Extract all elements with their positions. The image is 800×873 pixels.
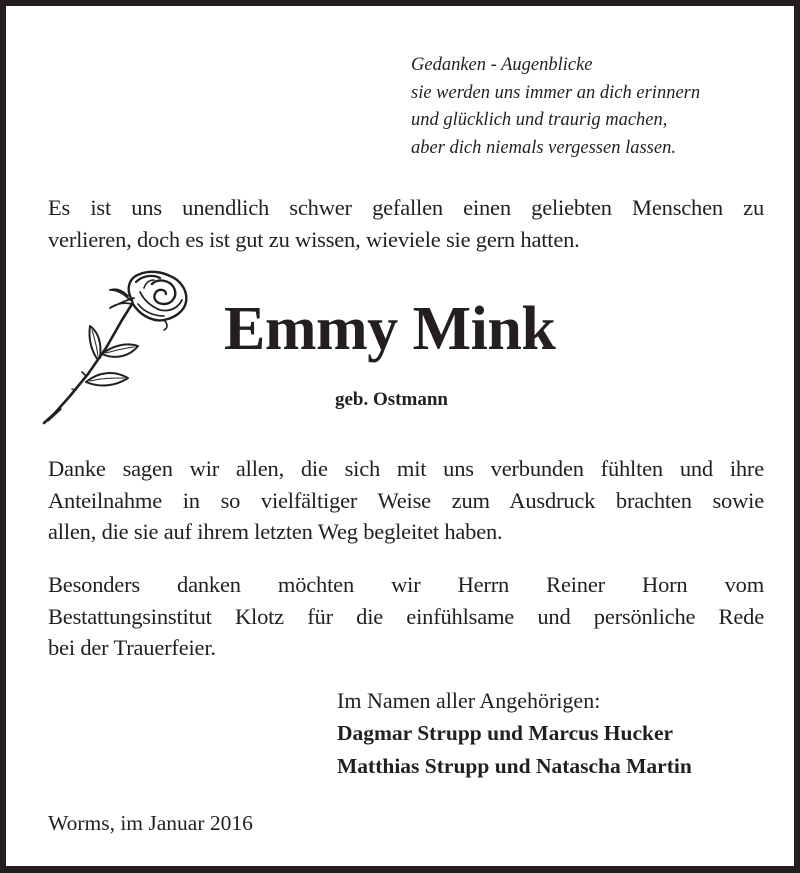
paragraph-line: Anteilnahme in so vielfältiger Weise zum Ausdruck brachten sowie: [48, 487, 764, 513]
paragraph-line: Bestattungsinstitut Klotz für die einfühlsame und persönliche Rede: [48, 603, 764, 629]
thanks-paragraph: [48, 453, 764, 548]
paragraph-line: Besonders danken möchten wir Herrn Reiner Horn vom: [48, 572, 764, 597]
poem-line: und glücklich und traurig machen,: [411, 110, 668, 130]
signature-name: Matthias Strupp und Natascha Martin: [337, 754, 692, 778]
memorial-poem: [411, 52, 771, 162]
rose-icon: [40, 268, 190, 426]
intro-paragraph: [48, 192, 764, 255]
poem-line: aber dich niemals vergessen lassen.: [411, 137, 676, 158]
deceased-name: Emmy Mink: [224, 295, 556, 363]
paragraph-line: allen, die sie auf ihrem letzten Weg begleitet haben.: [48, 519, 503, 544]
signature-intro: Im Namen aller Angehörigen:: [337, 688, 601, 713]
signature-name: Dagmar Strupp und Marcus Hucker: [337, 721, 674, 745]
paragraph-line: Danke sagen wir allen, die sich mit uns verbunden fühlten und ihre: [48, 456, 764, 481]
poem-line: sie werden uns immer an dich erinnern: [411, 82, 701, 103]
special-thanks-paragraph: [48, 569, 764, 664]
poem-line: Gedanken - Augenblicke: [411, 55, 593, 75]
paragraph-line: verlieren, doch es ist gut zu wissen, wieviele sie gern hatten.: [48, 226, 580, 252]
paragraph-line: Es ist uns unendlich schwer gefallen einen geliebten Menschen zu: [48, 195, 764, 220]
paragraph-line: bei der Trauerfeier.: [48, 635, 216, 660]
place-date: Worms, im Januar 2016: [48, 811, 253, 835]
maiden-name: geb. Ostmann: [335, 389, 448, 410]
signature-block: [337, 684, 692, 783]
